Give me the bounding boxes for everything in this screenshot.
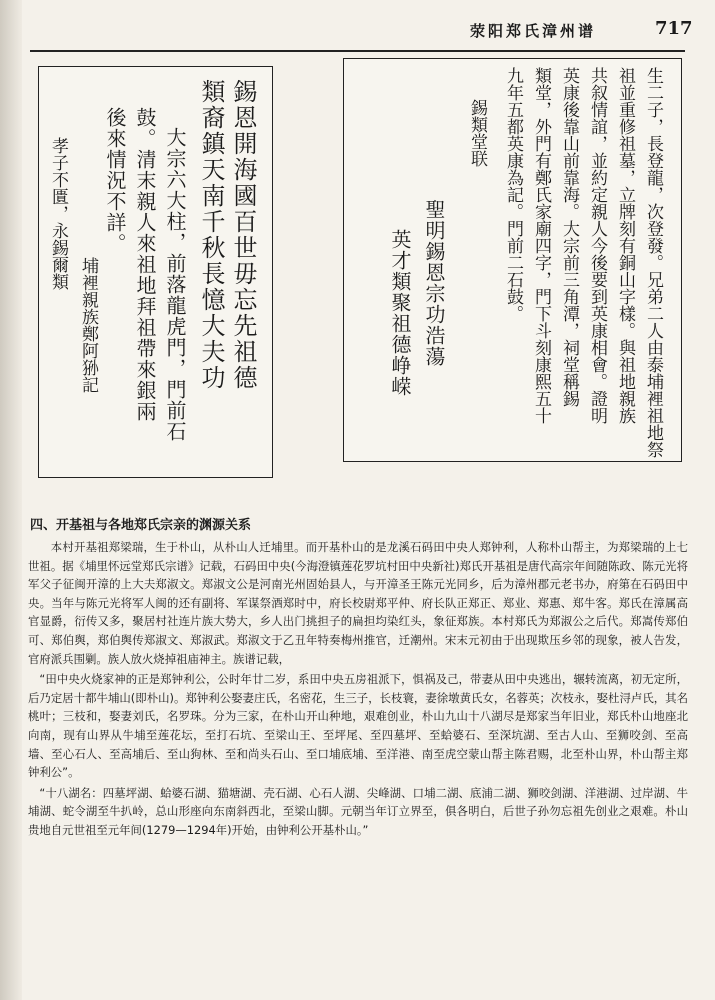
paragraph-1: 本村开基祖郑梁瑞，生于朴山，从朴山人迁埔里。而开基朴山的是龙溪石码田中央人郑钟利，人称朴山帮主，为郑梁瑞的上七世祖。据《埔里怀远堂郑氏宗谱》记载，石码田中央(今海澄镇莲花罗坑村田中央新社)郑氏开基祖是唐代高宗年间随陈政、陈元光将军父子征闽开漳的上大夫郑淑文。郑淑文公是河南光州固始县人，与开漳圣王陈元光同乡，后为漳州郡元老书办，府第在石码田中央。当年与陈元光将军人闽的还有副将、军谋祭酒郑时中，府长校尉郑平仲、府长队正郑正、郑业、郑惠、郑牛客。郑氏在漳属高官显爵，衍传又多，聚居村社连片族大势大，乡人出门挑担子的扁担均染红头，象征郑族。本村郑氏为郑淑公之后代。郑嵩传郑伯可、郑伯舆，郑伯舆传郑淑文、郑淑武。郑淑文于乙丑年特奏梅州推官，迁潮州。宋末元初由于出现欺压乡邻的现象，被人告发，官府派兵围剿。族人放火烧掉祖庙神主。族谱记载， [28,540,688,666]
header-rule [30,50,685,52]
book-title: 荥阳郑氏漳州谱 [470,22,597,40]
right-col-5: 類堂，外門有鄭氏家廟四字，門下斗刻康熙五十 [531,67,551,424]
left-col-7: 孝子不匱，永錫爾類 [48,137,68,290]
left-col-3: 大宗六大柱，前落龍虎門，門前石 [163,127,187,442]
right-col-9: 英才類聚祖德峥嵘 [388,229,412,397]
right-col-4: 英康後靠山前靠海。大宗前三角潭，祠堂稱錫 [559,67,579,407]
right-col-6: 九年五都英康為記。門前二石鼓。 [503,67,523,322]
paragraph-3: “十八湖名：四墓坪湖、蛤婆石湖、猫塘湖、壳石湖、心石人湖、尖峰湖、口埔二湖、底浦二湖、狮咬剑湖、洋港湖、过岸湖、牛埔湖、蛇令湖至牛扒岭，总山形座向东南斜西北，至梁山脚。元朝当年订立界至，俱各明白，后世子孙勿忘祖先创业之艰难。朴山贵地自元世祖至元年间(1279—1294年)开始，由钟利公开基朴山。” [28,785,688,837]
right-col-1: 生二子，長登龍，次登發。兄弟二人由泰埔裡祖地祭 [643,67,663,458]
right-handwritten-box [343,58,682,462]
body-text [28,538,688,840]
left-handwritten-box [38,66,273,478]
right-col-2: 祖並重修祖墓，立牌刻有銅山字樣。與祖地親族 [615,67,635,424]
left-col-4: 鼓。清末親人來祖地拜祖帶來銀兩 [133,107,157,422]
left-col-6: 埔裡親族鄭阿狲記 [78,257,98,393]
section-heading: 四、开基祖与各地郑氏宗亲的渊源关系 [30,518,252,533]
right-col-8: 聖明錫恩宗功浩蕩 [422,199,446,367]
right-col-3: 共叙情誼，並約定親人今後要到英康相會。證明 [587,67,607,424]
paragraph-2: “田中央火烧家神的正是郑钟利公，公时年廿二岁，系田中央五房祖派下，惧祸及己，带妻从田中央逃出，辗转流离，初无定所，后乃定居十都牛埔山(即朴山)。郑钟利公娶妻庄氏，名密花，生三子，长枝寰，妻徐墩黄氏女，名蓉英；次枝永，娶杜浔卢氏，其名桃叶；三枝和，娶妻刘氏，名罗珠。分为三家，在朴山开山种地，艰难创业，朴山九山十八湖尽是郑家当年旧业，郑氏朴山地座北向南，现有山界从牛埔至莲花坛，至打石坑、至梁山王、至坪尾、至四墓坪、至蛤婆石、至深坑湖、至古人山、至狮咬剑、至高墙、至心石人、至高埔后、至山狗林、至和尚头石山、至口埔底埔、至洋港、南至虎空蒙山帮主陈君赐，北至朴山界，朴山帮主郑钟利公”。 [28,672,688,780]
left-col-2: 類裔鎮天南千秋長憶大夫功 [197,79,225,391]
left-col-1: 錫恩開海國百世毋忘先祖德 [229,79,257,391]
left-col-5: 後來情況不詳。 [103,107,127,254]
right-col-7: 錫類堂联 [467,99,487,167]
page-number: 717 [655,18,693,39]
scan-edge-shadow [0,0,22,1000]
